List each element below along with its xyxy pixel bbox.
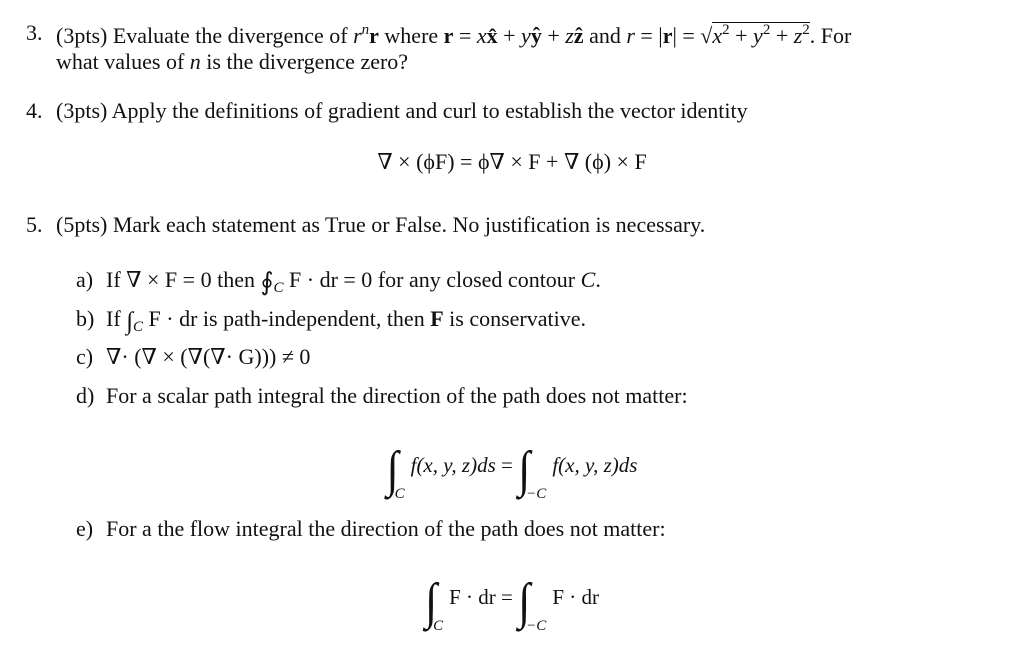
problem-3-number: 3. (26, 20, 43, 45)
problem-4-identity: ∇ × (ϕF) = ϕ∇ × F + ∇ (ϕ) × F (377, 149, 647, 174)
problem-3-line-1: (3pts) Evaluate the divergence of $r^nr$ where r = xx̂ + yŷ + zẑ and $r = |r| = √x^2 + y^2 + z^2$. For (56, 22, 852, 48)
statement-c: ∇· (∇ × (∇(∇· G))) ≠ 0 (106, 344, 311, 369)
integral-symbol: ∫ (518, 441, 531, 498)
statement-d-equation: ∫Cf(x, y, z)ds = ∫−Cf(x, y, z)ds (386, 441, 638, 502)
statement-a-label: a) (76, 267, 94, 292)
statement-a: If ∇ × F = 0 then $∮_C$ F · dr = 0 for any closed contour C. (106, 267, 601, 296)
integral-symbol: ∫ (518, 573, 531, 630)
statement-c-label: c) (76, 344, 94, 369)
statement-b-label: b) (76, 306, 95, 331)
statement-e-label: e) (76, 516, 94, 541)
statement-d: For a scalar path integral the direction of the path does not matter: (106, 383, 688, 408)
contour-integral-symbol: ∮ (260, 269, 274, 296)
integral-symbol: ∫ (386, 441, 399, 498)
statement-e-equation: ∫CF · dr = ∫−CF · dr (425, 573, 599, 634)
problem-5-number: 5. (26, 212, 43, 237)
problem-4-text: (3pts) Apply the definitions of gradient and curl to establish the vector identity (56, 98, 748, 123)
problem-4-number: 4. (26, 98, 43, 123)
statement-d-label: d) (76, 383, 95, 408)
statement-b: If $\int_C$ F · dr is path-independent, then F is conservative. (106, 306, 587, 335)
problem-5-text: (5pts) Mark each statement as True or False. No justification is necessary. (56, 212, 706, 237)
square-root: $√x^2 + y^2 + z^2$ (700, 22, 810, 48)
integral-symbol: ∫ (126, 308, 134, 335)
statement-e: For a the flow integral the direction of the path does not matter: (106, 516, 666, 541)
problem-3-line-2: what values of n is the divergence zero? (56, 49, 409, 74)
integral-symbol: ∫ (425, 573, 438, 630)
